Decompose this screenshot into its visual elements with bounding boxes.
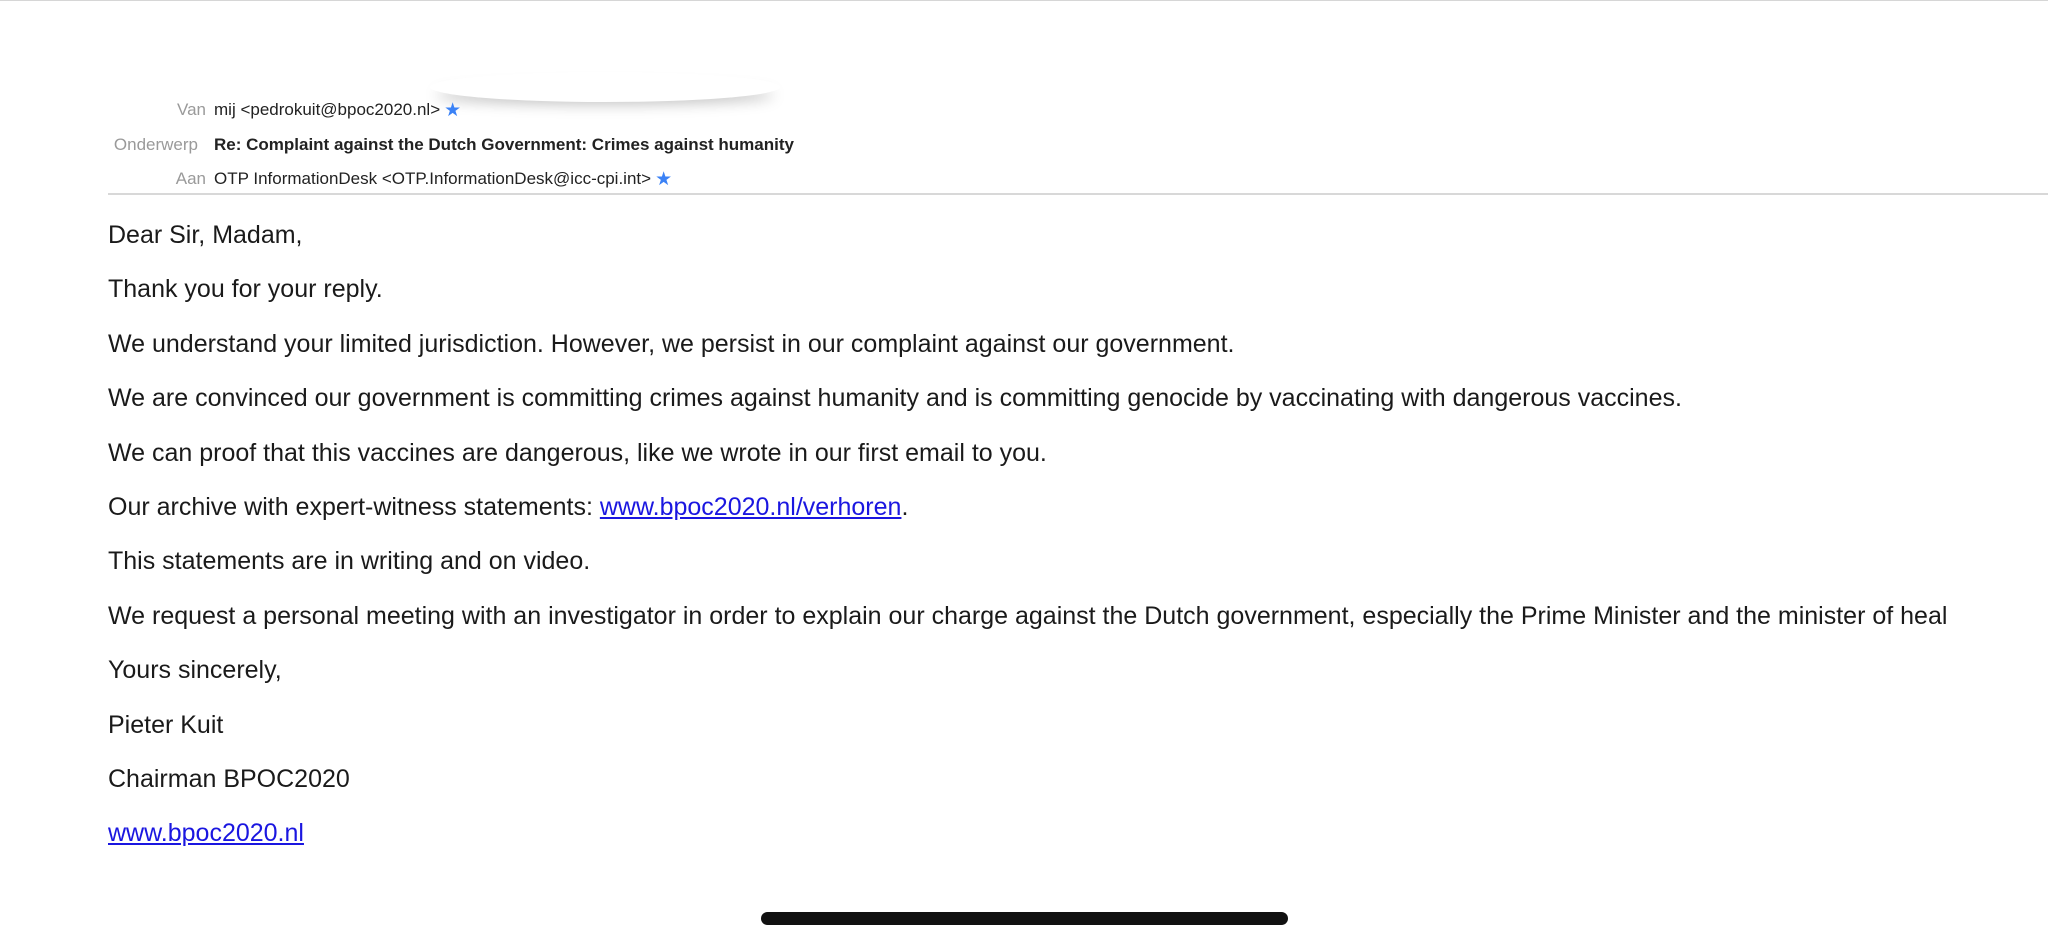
meeting-paragraph: We request a personal meeting with an investigator in order to explain our charge against the Dutch government, especially the Prime Minister and the minister of heal xyxy=(108,601,1948,630)
website-paragraph xyxy=(108,814,2048,852)
to-row xyxy=(0,167,2048,191)
top-border xyxy=(0,0,2048,1)
star-icon[interactable]: ★ xyxy=(444,100,462,121)
star-icon[interactable]: ★ xyxy=(655,169,673,190)
header-divider xyxy=(108,193,2048,195)
subject-label: Onderwerp xyxy=(113,135,198,154)
from-address[interactable]: mij <pedrokuit@bpoc2020.nl> xyxy=(214,100,441,119)
archive-suffix: . xyxy=(901,492,909,521)
signature-title: Chairman BPOC2020 xyxy=(108,764,350,793)
jurisdiction-paragraph: We understand your limited jurisdiction. However, we persist in our complaint against our government. xyxy=(108,329,1235,358)
from-value[interactable] xyxy=(214,98,461,123)
subject-row xyxy=(0,133,2048,157)
crimes-paragraph: We are convinced our government is committing crimes against humanity and is committing genocide by vaccinating with dangerous vaccines. xyxy=(108,384,1682,413)
from-row xyxy=(0,98,2048,122)
statements-paragraph: This statements are in writing and on video. xyxy=(108,547,591,576)
proof-paragraph: We can proof that this vaccines are dangerous, like we wrote in our first email to you. xyxy=(108,438,1047,467)
email-body xyxy=(108,216,2048,869)
greeting: Dear Sir, Madam, xyxy=(108,221,303,249)
to-value[interactable] xyxy=(214,167,672,192)
subject-value: Re: Complaint against the Dutch Government: Crimes against humanity xyxy=(214,135,794,154)
archive-link[interactable]: www.bpoc2020.nl/verhoren xyxy=(599,492,902,521)
to-address[interactable]: OTP InformationDesk <OTP.InformationDesk@icc-cpi.int> xyxy=(214,169,652,188)
website-link[interactable]: www.bpoc2020.nl xyxy=(108,819,304,848)
thanks-paragraph: Thank you for your reply. xyxy=(108,275,383,304)
closing: Yours sincerely, xyxy=(108,656,282,685)
home-indicator[interactable] xyxy=(761,912,1288,925)
archive-prefix: Our archive with expert-witness statements: xyxy=(108,492,600,521)
to-label: Aan xyxy=(175,169,206,188)
archive-paragraph xyxy=(108,488,2048,526)
from-label: Van xyxy=(177,100,206,119)
signature-name: Pieter Kuit xyxy=(108,710,224,739)
